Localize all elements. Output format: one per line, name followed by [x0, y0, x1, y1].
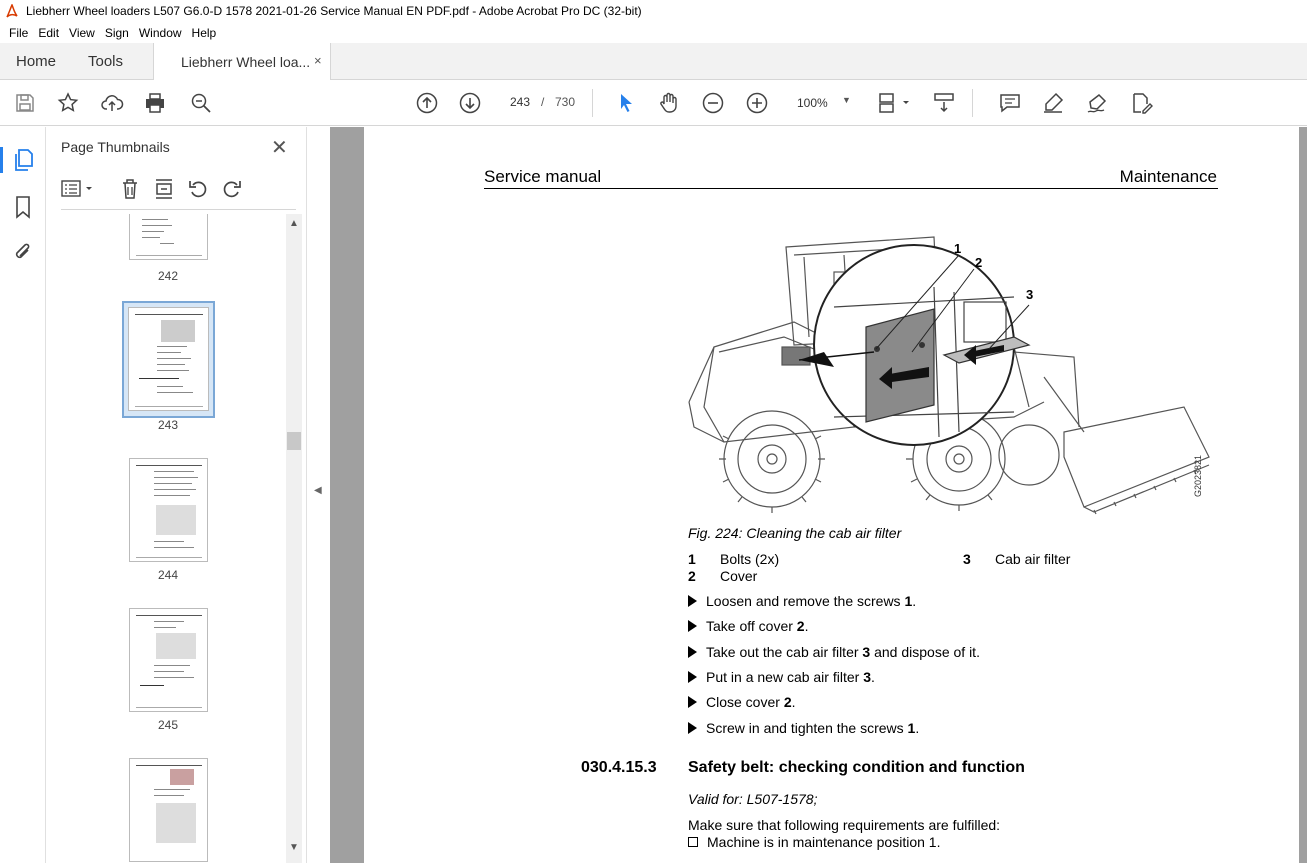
thumbnail-list	[47, 214, 287, 863]
chevron-down-icon: ▼	[842, 95, 851, 105]
toolbar-divider	[592, 89, 593, 117]
toolbar-divider	[972, 89, 973, 117]
menu-edit[interactable]: Edit	[38, 25, 60, 40]
hand-tool-icon[interactable]	[657, 91, 681, 115]
thumbnail-label: 242	[157, 269, 179, 283]
tab-home[interactable]: Home	[16, 53, 57, 70]
page-header-left: Service manual	[484, 167, 602, 186]
page-thumbnails-icon[interactable]	[12, 148, 34, 172]
next-page-icon[interactable]	[458, 91, 482, 115]
zoom-out-icon[interactable]	[701, 91, 725, 115]
scroll-down-icon[interactable]: ▼	[289, 842, 299, 853]
rotate-right-icon[interactable]	[221, 177, 243, 201]
figure-callout: 1	[954, 241, 962, 256]
edit-pdf-icon[interactable]	[1129, 91, 1153, 115]
left-rail	[0, 127, 46, 863]
close-icon[interactable]: ✕	[271, 137, 288, 159]
scrollbar-thumb[interactable]	[287, 432, 301, 450]
zoom-value: 100%	[797, 96, 828, 110]
legend-text: Bolts (2x)	[720, 551, 780, 567]
sign-pen-icon[interactable]	[1085, 91, 1109, 115]
menu-view[interactable]: View	[69, 25, 95, 40]
legend-text: Cab air filter	[995, 551, 1071, 567]
step-arrow-icon	[688, 722, 697, 734]
scroll-up-icon[interactable]: ▲	[289, 218, 299, 229]
thumbnail-scrollbar[interactable]	[286, 214, 302, 863]
thumbnail-page[interactable]	[129, 758, 208, 862]
pdf-page	[364, 127, 1299, 863]
menu-window[interactable]: Window	[138, 25, 182, 40]
total-pages: 730	[555, 95, 576, 109]
page-separator: /	[541, 95, 545, 109]
menu-bar	[0, 22, 1307, 43]
thumbnail-label: 243	[157, 418, 179, 432]
section-number: 030.4.15.3	[581, 759, 657, 776]
zoom-select[interactable]	[790, 91, 858, 115]
thumbnail-page[interactable]	[129, 458, 208, 562]
thumbnail-page[interactable]	[129, 608, 208, 712]
tab-document[interactable]	[153, 43, 331, 80]
legend-number: 3	[963, 551, 971, 567]
page-header-right: Maintenance	[1119, 167, 1217, 186]
delete-trash-icon[interactable]	[119, 177, 141, 201]
step-arrow-icon	[688, 646, 697, 658]
wheel-loader-figure	[684, 227, 1214, 517]
attachments-icon[interactable]	[12, 240, 34, 264]
insert-page-icon[interactable]	[153, 177, 175, 201]
instruction-step: Close cover 2.	[688, 694, 796, 710]
window-title: Liebherr Wheel loaders L507 G6.0-D 1578 2021-01-26 Service Manual EN PDF.pdf - Adobe Acrobat Pro DC (32-bit)	[26, 4, 642, 18]
instruction-step: Take off cover 2.	[688, 618, 808, 634]
acrobat-app-icon	[6, 4, 18, 18]
legend-number: 1	[688, 551, 696, 567]
zoom-search-icon[interactable]	[189, 91, 213, 115]
bookmarks-icon[interactable]	[14, 195, 32, 219]
valid-for-note: Valid for: L507-1578;	[688, 791, 818, 807]
figure-callout: 2	[975, 255, 983, 270]
tab-document-label: Liebherr Wheel loa...	[181, 54, 311, 70]
instruction-step: Take out the cab air filter 3 and dispose of it.	[688, 644, 980, 660]
panel-title: Page Thumbnails	[61, 139, 170, 155]
main-toolbar	[0, 80, 1307, 126]
scroll-mode-icon[interactable]	[932, 91, 956, 115]
panel-splitter[interactable]	[306, 127, 330, 863]
legend-number: 2	[688, 568, 696, 584]
tab-bar	[0, 43, 1307, 80]
panel-toolbar	[61, 177, 301, 201]
instruction-step: Loosen and remove the screws 1.	[688, 593, 916, 609]
legend-text: Cover	[720, 568, 758, 584]
thumbnail-options-icon[interactable]	[61, 179, 97, 199]
comment-icon[interactable]	[998, 91, 1022, 115]
section-title: Safety belt: checking condition and function	[688, 759, 1025, 776]
tab-close-icon[interactable]: ×	[314, 53, 322, 68]
page-thumbnails-panel	[47, 127, 306, 863]
select-cursor-icon[interactable]	[614, 91, 638, 115]
menu-help[interactable]: Help	[191, 25, 217, 40]
figure-code: G2023821	[1193, 454, 1203, 497]
previous-page-icon[interactable]	[415, 91, 439, 115]
menu-file[interactable]: File	[9, 25, 29, 40]
tab-tools[interactable]: Tools	[88, 53, 124, 70]
rail-active-indicator	[0, 147, 3, 173]
step-arrow-icon	[688, 620, 697, 632]
step-arrow-icon	[688, 696, 697, 708]
figure-caption: Fig. 224: Cleaning the cab air filter	[688, 525, 902, 541]
bookmark-star-icon[interactable]	[56, 91, 80, 115]
header-rule	[484, 188, 1218, 189]
legend-item	[963, 551, 971, 567]
step-arrow-icon	[688, 671, 697, 683]
thumbnail-page[interactable]	[129, 214, 208, 260]
page-fit-icon[interactable]	[876, 91, 912, 115]
collapse-panel-icon[interactable]: ◀	[314, 485, 322, 496]
legend-item	[688, 551, 696, 567]
current-page-input[interactable]	[502, 90, 538, 114]
document-scrollbar[interactable]	[1299, 127, 1307, 863]
highlight-pen-icon[interactable]	[1041, 91, 1065, 115]
save-icon[interactable]	[13, 91, 37, 115]
menu-sign[interactable]: Sign	[104, 25, 129, 40]
title-bar	[0, 0, 1307, 22]
print-icon[interactable]	[143, 91, 167, 115]
thumbnail-label: 245	[157, 718, 179, 732]
checkbox-square-icon	[688, 837, 698, 847]
zoom-in-icon[interactable]	[745, 91, 769, 115]
requirement-item: Machine is in maintenance position 1.	[688, 834, 940, 850]
figure-callout: 3	[1026, 287, 1034, 302]
panel-divider	[61, 209, 296, 210]
step-arrow-icon	[688, 595, 697, 607]
upload-cloud-icon[interactable]	[100, 91, 124, 115]
instruction-step: Screw in and tighten the screws 1.	[688, 720, 919, 736]
thumbnail-page[interactable]	[128, 307, 209, 411]
requirements-intro: Make sure that following requirements are fulfilled:	[688, 817, 1001, 833]
rotate-left-icon[interactable]	[187, 177, 209, 201]
legend-item	[688, 568, 696, 584]
thumbnail-label: 244	[157, 568, 179, 582]
instruction-step: Put in a new cab air filter 3.	[688, 669, 875, 685]
